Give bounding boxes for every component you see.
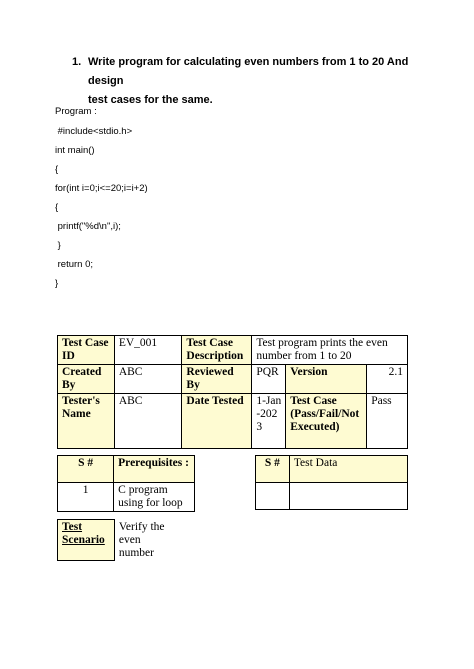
prerequisites-value: C program using for loop	[114, 483, 195, 512]
testers-name-label: Tester's Name	[58, 394, 115, 449]
version-label: Version	[286, 365, 367, 394]
version-value: 2.1	[367, 365, 408, 394]
test-data-table	[255, 455, 408, 510]
question-line-1: Write program for calculating even numbers from 1 to 20 And design	[88, 56, 409, 87]
code-line: }	[55, 278, 59, 289]
test-case-id-label: Test Case ID	[58, 336, 115, 365]
date-tested-value: 1-Jan-2023	[252, 394, 286, 449]
created-by-label: Created By	[58, 365, 115, 394]
result-value: Pass	[367, 394, 408, 449]
question-number: 1.	[72, 56, 82, 68]
description-label: Test Case Description	[182, 336, 252, 365]
reviewed-by-label: Reviewed By	[182, 365, 252, 394]
code-line: printf("%d\n",i);	[55, 221, 121, 232]
date-tested-label: Date Tested	[182, 394, 252, 449]
code-line: int main()	[55, 145, 95, 156]
scenario-value: Verify the even number	[118, 520, 165, 559]
test-case-id-value: EV_001	[114, 336, 182, 365]
code-line: {	[55, 164, 59, 175]
prerequisites-sno: 1	[58, 483, 114, 512]
scenario-table	[57, 519, 172, 561]
code-line: }	[55, 240, 61, 251]
test-data-sno	[256, 483, 290, 510]
prerequisites-table	[57, 455, 195, 512]
test-data-value	[289, 483, 407, 510]
code-line: {	[55, 202, 59, 213]
code-line: return 0;	[55, 259, 94, 270]
scenario-label-text: Test Scenario	[62, 521, 105, 546]
reviewed-by-value: PQR	[252, 365, 286, 394]
testers-name-value: ABC	[114, 394, 182, 449]
created-by-value: ABC	[114, 365, 182, 394]
prerequisites-sno-header: S #	[58, 456, 114, 483]
test-data-header: Test Data	[289, 456, 407, 483]
test-data-sno-header: S #	[256, 456, 290, 483]
description-value: Test program prints the even number from 1 to 20	[252, 336, 408, 365]
code-line: for(int i=0;i<=20;i=i+2)	[55, 183, 148, 194]
scenario-label	[58, 520, 115, 561]
code-line: #include<stdio.h>	[55, 126, 133, 137]
question-line-2: test cases for the same.	[88, 94, 213, 106]
program-block	[55, 102, 148, 293]
program-heading: Program :	[55, 106, 97, 117]
prerequisites-header: Prerequisites :	[114, 456, 195, 483]
result-label: Test Case (Pass/Fail/Not Executed)	[286, 394, 367, 449]
test-case-table	[57, 335, 408, 449]
